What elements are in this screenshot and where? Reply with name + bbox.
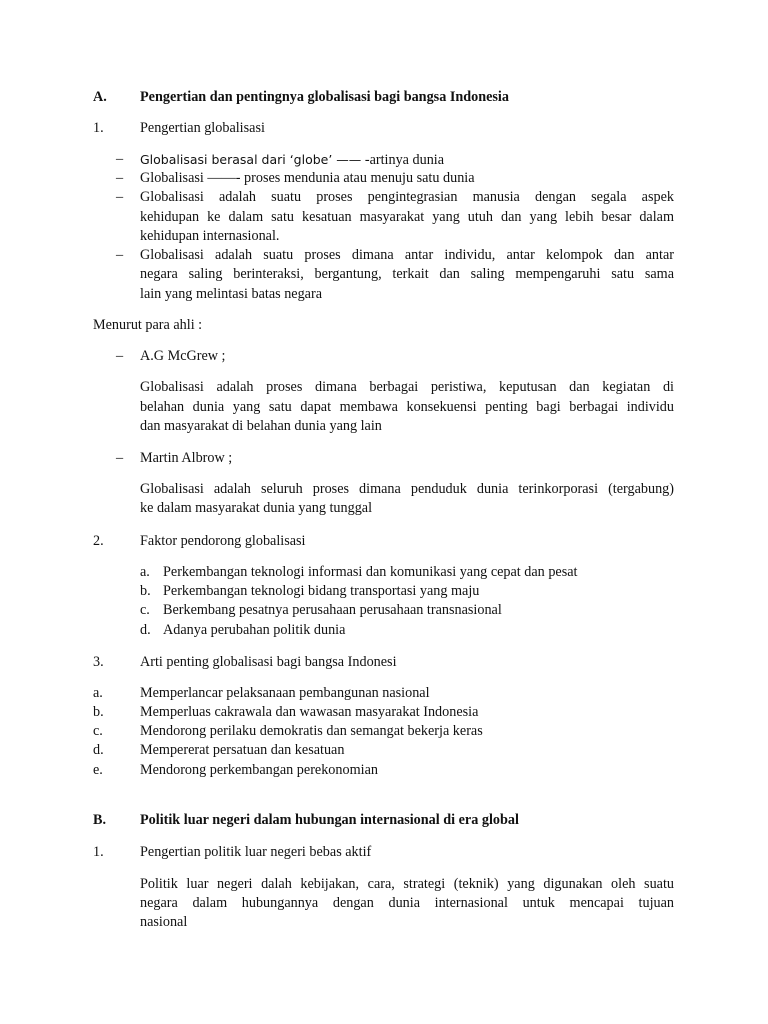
list-label: b.	[93, 704, 104, 720]
bullet-text-line: negara saling berinteraksi, bergantung, terkait dan saling mempengaruhi satu sama	[140, 266, 674, 282]
paragraph-line: negara dalam hubungannya dengan dunia internasional untuk mencapai tujuan	[140, 895, 674, 911]
bullet-text-line: kehidupan ke dalam satu kesatuan masyarakat yang utuh dan yang lebih besar dalam	[140, 209, 674, 225]
list-text: Memperluas cakrawala dan wawasan masyarakat Indonesia	[140, 704, 479, 720]
item-3-label: 3.	[93, 654, 104, 670]
section-b-label: B.	[93, 812, 107, 828]
bullet-text: Globalisasi ——- proses mendunia atau menuju satu dunia	[140, 170, 475, 186]
bullet-text-line: Globalisasi adalah suatu proses dimana antar individu, antar kelompok dan antar	[140, 247, 674, 263]
section-a-label: A.	[93, 89, 107, 105]
dash-bullet: –	[116, 348, 124, 364]
item-3-title: Arti penting globalisasi bagi bangsa Indonesi	[140, 654, 397, 670]
list-text: Berkembang pesatnya perusahaan perusahaan transnasional	[163, 602, 502, 618]
bullet-text-part: Globalisasi berasal dari ‘globe’ ——	[140, 152, 362, 167]
list-text: Memperlancar pelaksanaan pembangunan nasional	[140, 685, 430, 701]
item-label: 1.	[93, 844, 104, 860]
list-label: b.	[140, 583, 151, 599]
dash-bullet: –	[116, 450, 124, 466]
list-text: Perkembangan teknologi informasi dan komunikasi yang cepat dan pesat	[163, 564, 578, 580]
list-text: Adanya perubahan politik dunia	[163, 622, 346, 638]
list-label: c.	[93, 723, 103, 739]
expert-name: Martin Albrow ;	[140, 450, 233, 466]
list-text: Perkembangan teknologi bidang transportasi yang maju	[163, 583, 480, 599]
section-b-title: Politik luar negeri dalam hubungan internasional di era global	[140, 812, 519, 828]
experts-heading: Menurut para ahli :	[93, 317, 203, 333]
dash-bullet: –	[116, 170, 124, 186]
dash-bullet: –	[116, 189, 124, 205]
bullet-text-line: kehidupan internasional.	[140, 228, 280, 244]
item-2-label: 2.	[93, 533, 104, 549]
item-1-label: 1.	[93, 120, 104, 136]
paragraph-line: Politik luar negeri dalah kebijakan, cara, strategi (teknik) yang digunakan oleh suatu	[140, 876, 674, 892]
expert-quote-line: dan masyarakat di belahan dunia yang lain	[140, 418, 382, 434]
list-label: c.	[140, 602, 150, 618]
list-text: Mendorong perkembangan perekonomian	[140, 762, 378, 778]
item-1-title: Pengertian globalisasi	[140, 120, 265, 136]
paragraph-line: nasional	[140, 914, 188, 930]
bullet-text-part: -artinya dunia	[361, 152, 445, 168]
expert-quote-line: belahan dunia yang satu dapat membawa konsekuensi penting bagi berbagai individu	[140, 399, 674, 415]
bullet-text-line: lain yang melintasi batas negara	[140, 286, 323, 302]
dash-bullet: –	[116, 247, 124, 263]
expert-quote-line: Globalisasi adalah seluruh proses dimana penduduk dunia terinkorporasi (tergabung)	[140, 481, 674, 497]
expert-quote-line: ke dalam masyarakat dunia yang tunggal	[140, 500, 373, 516]
list-text: Mendorong perilaku demokratis dan semangat bekerja keras	[140, 723, 483, 739]
item-2-title: Faktor pendorong globalisasi	[140, 533, 306, 549]
section-a-title: Pengertian dan pentingnya globalisasi bagi bangsa Indonesia	[140, 89, 509, 105]
list-label: d.	[140, 622, 151, 638]
list-label: a.	[140, 564, 150, 580]
list-label: a.	[93, 685, 103, 701]
list-label: e.	[93, 762, 103, 778]
expert-quote-line: Globalisasi adalah proses dimana berbagai peristiwa, keputusan dan kegiatan di	[140, 379, 674, 395]
item-title: Pengertian politik luar negeri bebas aktif	[140, 844, 372, 860]
dash-bullet: –	[116, 151, 124, 167]
expert-name: A.G McGrew ;	[140, 348, 226, 364]
bullet-text-line: Globalisasi adalah suatu proses pengintegrasian manusia dengan segala aspek	[140, 189, 674, 205]
list-text: Mempererat persatuan dan kesatuan	[140, 742, 345, 758]
list-label: d.	[93, 742, 104, 758]
